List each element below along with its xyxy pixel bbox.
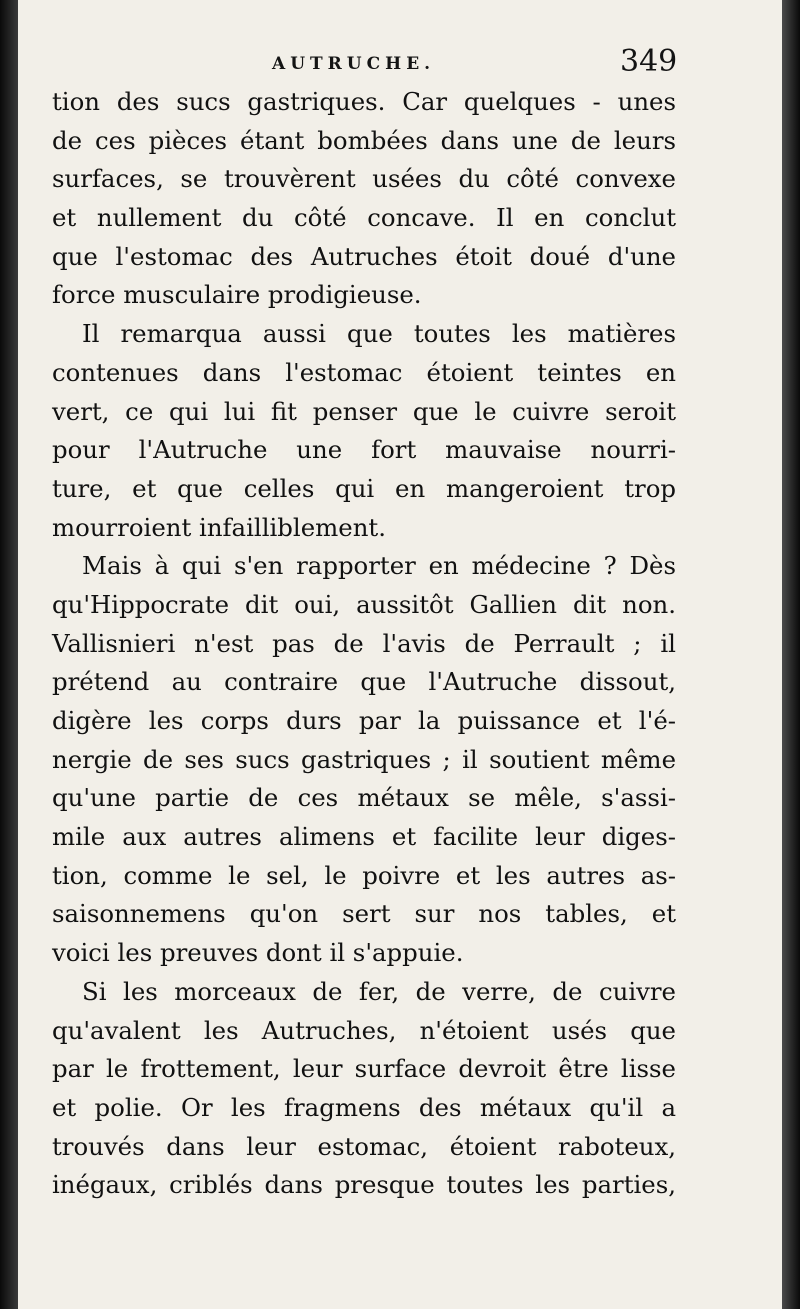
text-line: par le frottement, leur surface devroit être lisse: [52, 1054, 676, 1084]
text-line: nergie de ses sucs gastriques ; il soutient même: [52, 744, 676, 774]
text-line: saisonnemens qu'on sert sur nos tables, et: [52, 899, 676, 929]
page-header: [18, 46, 782, 86]
text-line: Mais à qui s'en rapporter en médecine ? Dès: [82, 551, 676, 581]
text-line: tion, comme le sel, le poivre et les autres as-: [52, 860, 676, 890]
text-line: et nullement du côté concave. Il en conclut: [52, 203, 676, 233]
text-line: mile aux autres alimens et facilite leur diges-: [52, 822, 676, 852]
text-line: qu'Hippocrate dit oui, aussitôt Gallien dit non.: [52, 589, 676, 619]
page-edge-left: [0, 0, 18, 1309]
text-line: que l'estomac des Autruches étoit doué d'une: [52, 241, 676, 271]
text-line: Vallisnieri n'est pas de l'avis de Perrault ; il: [52, 628, 676, 658]
book-page: [18, 0, 782, 1309]
text-line: mourroient infailliblement.: [52, 512, 386, 542]
text-line: vert, ce qui lui fit penser que le cuivre seroit: [52, 396, 676, 426]
body-text: [52, 83, 676, 1205]
text-line: tion des sucs gastriques. Car quelques - unes: [52, 87, 676, 116]
text-line: force musculaire prodigieuse.: [52, 280, 422, 310]
text-line: de ces pièces étant bombées dans une de leurs: [52, 125, 676, 155]
text-line: qu'avalent les Autruches, n'étoient usés que: [52, 1015, 676, 1045]
page-edge-right: [782, 0, 800, 1309]
text-line: qu'une partie de ces métaux se mêle, s'assi-: [52, 783, 676, 813]
text-line: prétend au contraire que l'Autruche dissout,: [52, 667, 676, 697]
text-line: inégaux, criblés dans presque toutes les parties,: [52, 1170, 676, 1200]
text-line: Il remarqua aussi que toutes les matières: [82, 319, 676, 349]
text-line: surfaces, se trouvèrent usées du côté convexe: [52, 164, 676, 194]
text-line: pour l'Autruche une fort mauvaise nourri-: [52, 435, 676, 465]
text-line: et polie. Or les fragmens des métaux qu'il a: [52, 1092, 676, 1122]
running-head: AUTRUCHE.: [272, 54, 436, 74]
text-line: trouvés dans leur estomac, étoient raboteux,: [52, 1131, 676, 1161]
text-line: digère les corps durs par la puissance et l'é-: [52, 706, 676, 735]
text-line: voici les preuves dont il s'appuie.: [52, 938, 464, 968]
text-line: ture, et que celles qui en mangeroient trop: [52, 473, 676, 503]
text-line: Si les morceaux de fer, de verre, de cuivre: [82, 976, 676, 1006]
text-line: contenues dans l'estomac étoient teintes en: [52, 357, 676, 387]
page-number: 349: [620, 44, 678, 79]
